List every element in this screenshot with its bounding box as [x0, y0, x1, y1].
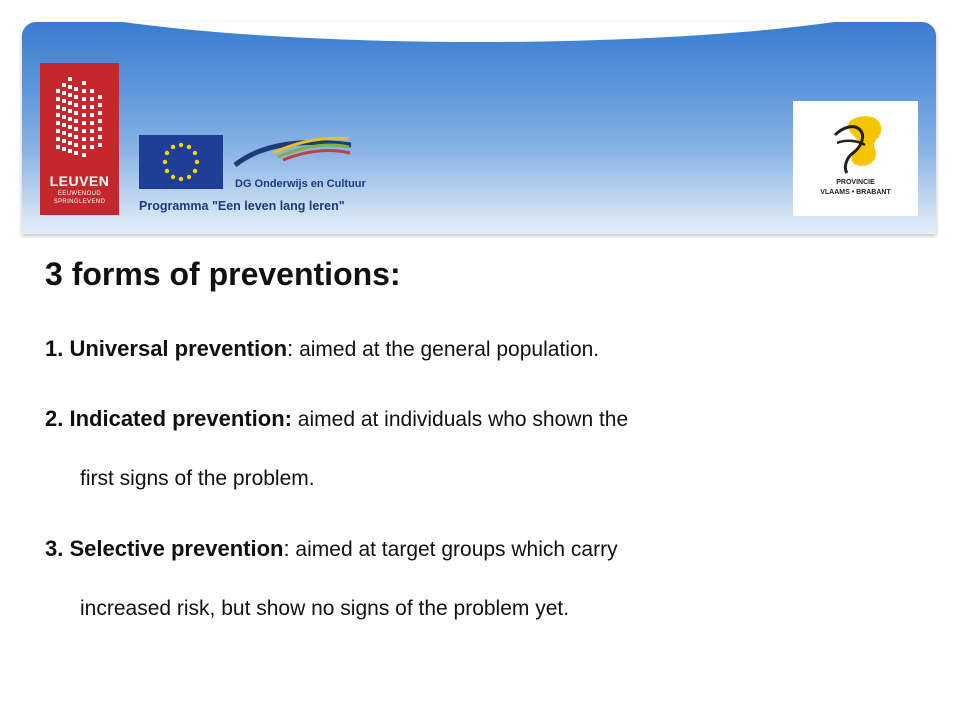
leuven-logo-name: LEUVEN — [49, 173, 110, 189]
item-separator: : — [283, 536, 290, 561]
item-number: 3. — [45, 536, 64, 561]
dg-label: DG Onderwijs en Cultuur — [235, 178, 366, 190]
list-item — [45, 406, 628, 433]
programma-label: Programma "Een leven lang leren" — [139, 199, 345, 213]
item-number: 1. — [45, 336, 64, 361]
eu-programme-logo — [139, 135, 379, 217]
leuven-logo-sub2: SPRINGLEVEND — [53, 199, 106, 205]
item-separator: : — [287, 336, 294, 361]
provincie-line1: PROVINCIE — [836, 179, 875, 186]
item-separator: : — [284, 406, 292, 431]
slide-title: 3 forms of preventions: — [45, 256, 401, 292]
item-number: 2. — [45, 406, 64, 431]
item-continuation: first signs of the problem. — [80, 467, 315, 490]
provincie-emblem-icon — [831, 113, 887, 175]
leuven-logo — [40, 63, 119, 215]
item-description: aimed at the general population. — [293, 338, 600, 361]
item-description: aimed at target groups which carry — [289, 538, 618, 561]
leuven-logo-sub1: EEUWENOUD — [57, 191, 102, 197]
list-item — [45, 536, 618, 563]
item-term: Universal prevention — [69, 336, 288, 361]
swoosh-icon — [233, 135, 353, 175]
provincie-line2: VLAAMS • BRABANT — [820, 189, 891, 196]
leuven-building-icon — [52, 75, 108, 167]
eu-flag-icon — [139, 135, 223, 189]
provincie-logo — [793, 101, 918, 216]
list-item — [45, 336, 599, 363]
item-continuation: increased risk, but show no signs of the problem yet. — [80, 597, 570, 620]
item-term: Indicated prevention — [69, 406, 285, 431]
item-term: Selective prevention — [69, 536, 284, 561]
item-description: aimed at individuals who shown the — [291, 408, 629, 431]
